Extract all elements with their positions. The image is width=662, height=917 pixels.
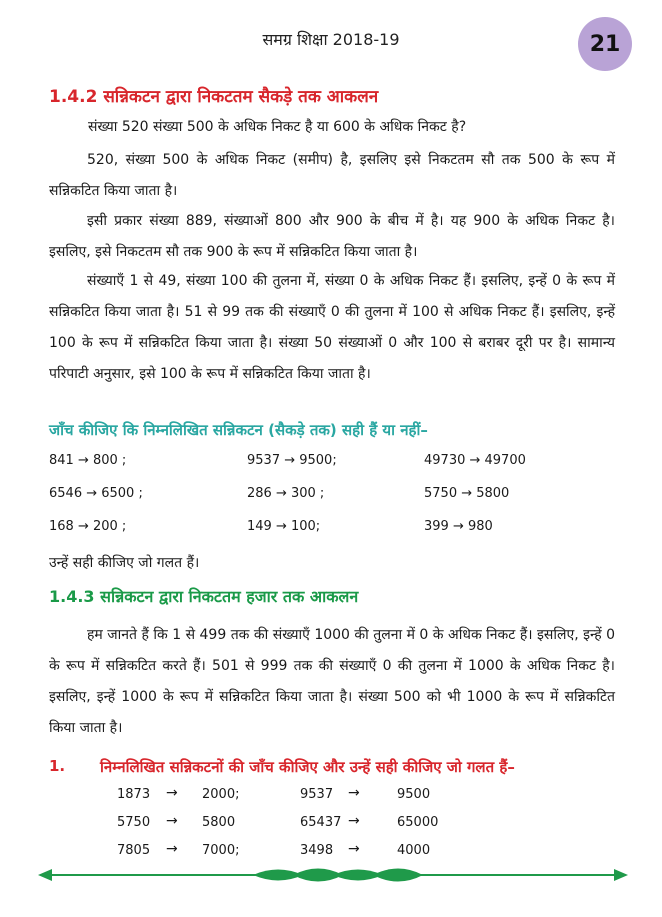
grid-cell: 49730 → 49700 [424,453,526,468]
paragraph-2: 520, संख्या 500 के अधिक निकट (समीप) है, इसलिए इसे निकटतम सौ तक 500 के रूप में सन्निकटित किया जाता है। [49,152,615,199]
grid-cell: 6546 → 6500 ; [49,486,143,501]
section-143-heading: 1.4.3 सन्निकटन द्वारा निकटतम हजार तक आकलन [49,587,359,606]
grid-cell: 9537 → 9500; [247,453,337,468]
page-header: समग्र शिक्षा 2018-19 [262,30,400,49]
grid-cell: 149 → 100; [247,519,321,534]
arrow-icon: → [348,841,360,857]
exercise-value: 1873 [117,787,151,802]
exercise-value: 65437 [300,815,342,830]
exercise-value: 2000; [202,787,240,802]
arrow-icon: → [348,785,360,801]
exercise-value: 5750 [117,815,151,830]
exercise-value: 4000 [397,843,431,858]
arrow-icon: → [348,813,360,829]
grid-cell: 286 → 300 ; [247,486,325,501]
section-142-heading: 1.4.2 सन्निकटन द्वारा निकटतम सैकड़े तक आकलन [49,87,379,107]
exercise-value: 9537 [300,787,334,802]
exercise-value: 3498 [300,843,334,858]
decorative-divider [38,860,628,890]
page-number-badge [578,17,632,71]
paragraph-3: इसी प्रकार संख्या 889, संख्याओं 800 और 900 के बीच में है। यह 900 के अधिक निकट है। इसलिए, इसे निकटतम सौ तक 900 के रूप में सन्निकटित किया जाता है। [49,213,615,260]
arrow-icon: → [166,841,178,857]
exercise-value: 7000; [202,843,240,858]
exercise-value: 7805 [117,843,151,858]
grid-cell: 5750 → 5800 [424,486,510,501]
correct-line: उन्हें सही कीजिए जो गलत हैं। [49,555,200,571]
exercise-text: निम्नलिखित सन्निकटनों की जाँच कीजिए और उन्हें सही कीजिए जो गलत हैं– [100,758,515,776]
exercise-number: 1. [49,757,66,775]
page-number: 21 [589,31,621,57]
right-arrowhead-icon [614,869,628,881]
paragraph-4: संख्याएँ 1 से 49, संख्या 100 की तुलना में, संख्या 0 के अधिक निकट हैं। इसलिए, इन्हें 0 के रूप में सन्निकटित किया जाता है। 51 से 99 तक की संख्याएँ 0 की तुलना में 100 से अधिक निकट हैं। इसलिए, इन्हें 100 के रूप में सन्निकटित किया जाता है। संख्या 50 संख्याओं 0 और 100 से बराबर दूरी पर है। सामान्य परिपाटी अनुसार, इसे 100 के रूप में सन्निकटित किया जाता है। [49,273,615,382]
check-heading: जाँच कीजिए कि निम्नलिखित सन्निकटन (सैकड़े तक) सही हैं या नहीं– [49,421,428,439]
arrow-icon: → [166,813,178,829]
left-arrowhead-icon [38,869,52,881]
grid-cell: 399 → 980 [424,519,493,534]
exercise-value: 9500 [397,787,431,802]
exercise-value: 5800 [202,815,236,830]
grid-cell: 168 → 200 ; [49,519,127,534]
section-143-paragraph: हम जानते हैं कि 1 से 499 तक की संख्याएँ 1000 की तुलना में 0 के अधिक निकट हैं। इसलिए, इन्हें 0 के रूप में सन्निकटित करते हैं। 501 से 999 तक की संख्याएँ 0 की तुलना में 1000 के अधिक निकट है। इसलिए, इन्हें 1000 के रूप में सन्निकटित किया जाता है। संख्या 500 को भी 1000 के रूप में सन्निकटित किया जाता है। [49,627,615,736]
grid-cell: 841 → 800 ; [49,453,127,468]
arrow-icon: → [166,785,178,801]
leaf-ornament-icon [373,869,423,882]
exercise-value: 65000 [397,815,439,830]
paragraph-1: संख्या 520 संख्या 500 के अधिक निकट है या 600 के अधिक निकट है? [88,119,467,135]
